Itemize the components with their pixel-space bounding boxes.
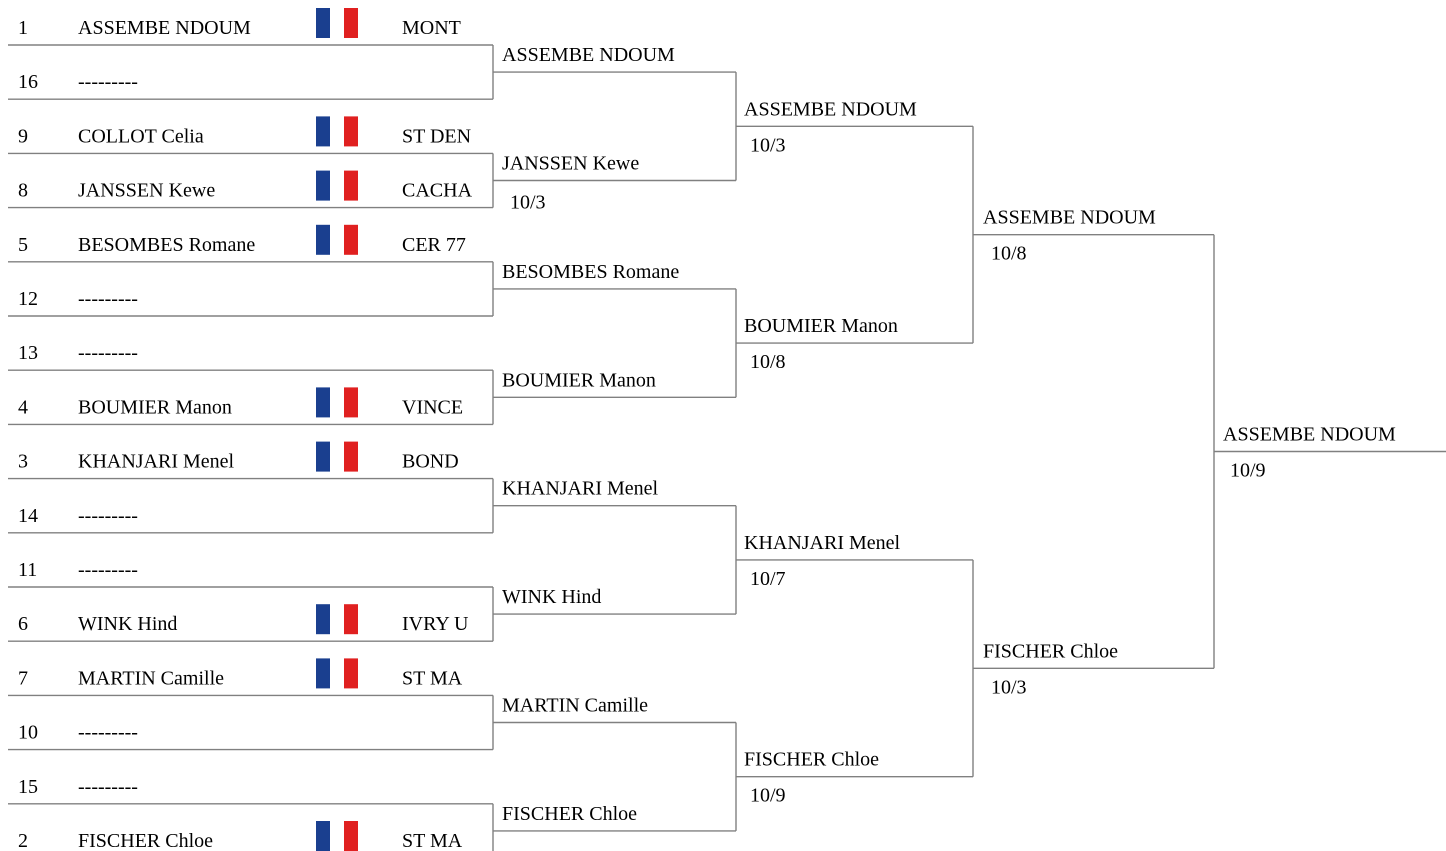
match-score: 10/9 — [750, 784, 786, 807]
france-flag-icon — [316, 387, 358, 417]
tournament-winner: ASSEMBE NDOUM — [1223, 423, 1396, 446]
player-name: COLLOT Celia — [78, 125, 204, 148]
france-flag-icon — [316, 658, 358, 688]
round2-winner: MARTIN Camille — [502, 694, 649, 717]
flag-blue-stripe — [316, 116, 330, 146]
flag-red-stripe — [344, 821, 358, 851]
seed-number: 14 — [18, 504, 38, 527]
flag-red-stripe — [344, 387, 358, 417]
club-name: IVRY U — [402, 613, 469, 636]
round2-winner: JANSSEN Kewe — [502, 152, 640, 175]
seed-number: 9 — [18, 125, 28, 148]
seed-number: 11 — [18, 559, 38, 581]
match-score: 10/7 — [750, 567, 786, 590]
player-name: --------- — [78, 775, 138, 798]
flag-blue-stripe — [316, 442, 330, 472]
france-flag-icon — [316, 171, 358, 201]
flag-white-stripe — [330, 116, 344, 146]
seed-number: 7 — [18, 667, 28, 690]
player-name: BESOMBES Romane — [78, 233, 256, 256]
seed-number: 1 — [18, 17, 28, 39]
flag-red-stripe — [344, 225, 358, 255]
player-name: --------- — [78, 504, 138, 527]
flag-white-stripe — [330, 658, 344, 688]
club-name: ST MA — [402, 830, 463, 851]
club-name: ST DEN — [402, 125, 472, 148]
player-name: --------- — [78, 71, 138, 94]
match-score: 10/3 — [510, 191, 546, 214]
round2-winner: BOUMIER Manon — [502, 369, 656, 392]
france-flag-icon — [316, 8, 358, 38]
france-flag-icon — [316, 116, 358, 146]
flag-white-stripe — [330, 604, 344, 634]
flag-blue-stripe — [316, 171, 330, 201]
flag-red-stripe — [344, 604, 358, 634]
flag-blue-stripe — [316, 658, 330, 688]
club-name: CER 77 — [402, 233, 466, 256]
player-name: MARTIN Camille — [78, 667, 225, 690]
flag-red-stripe — [344, 658, 358, 688]
player-name: WINK Hind — [78, 613, 178, 636]
flag-blue-stripe — [316, 8, 330, 38]
player-name: ASSEMBE NDOUM — [78, 17, 251, 39]
player-name: --------- — [78, 342, 138, 365]
round2-winner: BESOMBES Romane — [502, 260, 680, 283]
player-name: BOUMIER Manon — [78, 396, 232, 419]
round3-winner: BOUMIER Manon — [744, 315, 898, 338]
france-flag-icon — [316, 442, 358, 472]
flag-red-stripe — [344, 116, 358, 146]
flag-blue-stripe — [316, 604, 330, 634]
club-name: MONT — [402, 17, 461, 39]
round2-winner: KHANJARI Menel — [502, 477, 659, 500]
flag-red-stripe — [344, 8, 358, 38]
club-name: VINCE — [402, 396, 464, 419]
flag-white-stripe — [330, 8, 344, 38]
flag-red-stripe — [344, 442, 358, 472]
seed-number: 3 — [18, 450, 28, 473]
club-name: CACHA — [402, 179, 473, 202]
flag-white-stripe — [330, 442, 344, 472]
player-name: --------- — [78, 288, 138, 310]
round3-winner: ASSEMBE NDOUM — [744, 98, 917, 121]
seed-number: 15 — [18, 775, 38, 798]
player-name: --------- — [78, 721, 138, 744]
seed-number: 4 — [18, 396, 28, 419]
round2-winner: WINK Hind — [502, 586, 602, 609]
flag-blue-stripe — [316, 387, 330, 417]
seed-number: 2 — [18, 830, 28, 851]
flag-white-stripe — [330, 171, 344, 201]
seed-number: 6 — [18, 613, 28, 636]
flag-white-stripe — [330, 387, 344, 417]
round3-winner: KHANJARI Menel — [744, 531, 901, 554]
round2-winner: FISCHER Chloe — [502, 802, 638, 825]
semifinal-winner: FISCHER Chloe — [983, 640, 1119, 663]
match-score: 10/8 — [750, 351, 786, 374]
player-name: FISCHER Chloe — [78, 830, 214, 851]
final-score: 10/9 — [1230, 459, 1266, 482]
round2-winner: ASSEMBE NDOUM — [502, 44, 675, 67]
flag-white-stripe — [330, 225, 344, 255]
player-name: KHANJARI Menel — [78, 450, 235, 473]
flag-blue-stripe — [316, 225, 330, 255]
france-flag-icon — [316, 821, 358, 851]
seed-number: 5 — [18, 233, 28, 256]
player-name: JANSSEN Kewe — [78, 179, 216, 202]
france-flag-icon — [316, 604, 358, 634]
france-flag-icon — [316, 225, 358, 255]
club-name: BOND — [402, 450, 459, 473]
flag-blue-stripe — [316, 821, 330, 851]
round3-winner: FISCHER Chloe — [744, 748, 880, 771]
match-score: 10/8 — [991, 242, 1027, 265]
match-score: 10/3 — [750, 134, 786, 157]
club-name: ST MA — [402, 667, 463, 690]
seed-number: 12 — [18, 288, 38, 310]
seed-number: 13 — [18, 342, 38, 365]
match-score: 10/3 — [991, 676, 1027, 699]
seed-number: 10 — [18, 721, 38, 744]
seed-number: 8 — [18, 179, 28, 202]
player-name: --------- — [78, 559, 138, 581]
flag-white-stripe — [330, 821, 344, 851]
flag-red-stripe — [344, 171, 358, 201]
seed-number: 16 — [18, 71, 38, 94]
semifinal-winner: ASSEMBE NDOUM — [983, 206, 1156, 229]
